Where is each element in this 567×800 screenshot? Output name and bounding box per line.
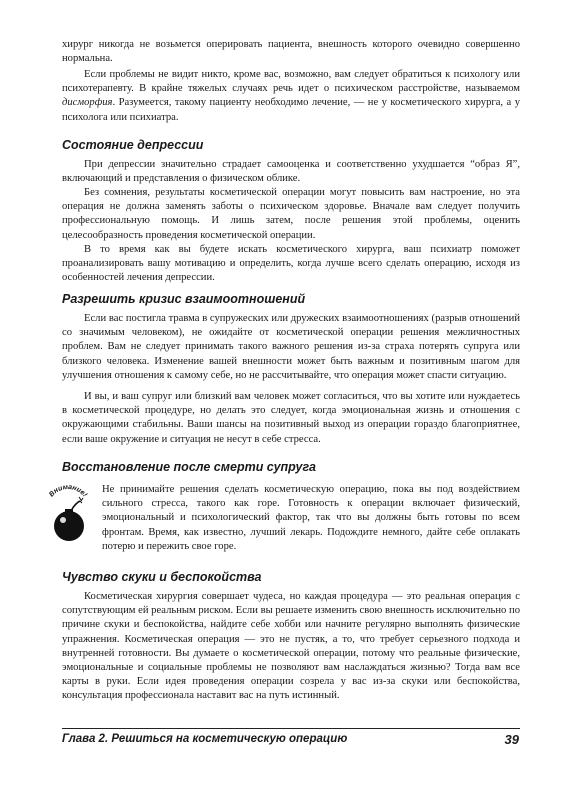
footer-chapter-title: Глава 2. Решиться на косметическую операцию xyxy=(62,733,348,745)
paragraph-9: Косметическая хирургия совершает чудеса, но каждая процедура — это реальная операция с сопутствующим ей реальным риском. Если вы решаете изменить свою внешность исключительно по причине скуки и беспокойства, найдите себе хобби или начните регулярно выполнять физические упражнения. Косметическая операция — это не пустяк, а то, что требует серьезного подхода и внутренней готовности. Вы думаете о косметической операции, потому что реальные физические, эмоциональные и социальные проблемы не позволяют вам наслаждаться жизнью? Тогда вам все карты в руки. Если идея проведения операции созрела у вас из-за скуки или беспокойства, консультация профессионала наставит вас на путь истинный. xyxy=(62,591,520,702)
page-number: 39 xyxy=(504,732,519,747)
paragraph-1: хирург никогда не возьмется оперировать пациента, внешность которого очевидно совершенно нормальна. xyxy=(62,39,520,65)
paragraph-5: В то время как вы будете искать косметического хирурга, ваш психиатр поможет проанализировать вашу мотивацию и определить, когда лучше всего сделать операцию, исходя из особенностей лечения депрессии. xyxy=(62,244,520,284)
paragraph-4: Без сомнения, результаты косметической операции могут повысить вам настроение, но эта операция не должна заменять заботы о психическом здоровье. Вначале вам следует получить профессиональную помощь. И лишь затем, после решения этой проблемы, оценить целесообразность проведения косметической операции. xyxy=(62,187,520,241)
heading-depression: Состояние депрессии xyxy=(62,138,204,152)
heading-spouse-death: Восстановление после смерти супруга xyxy=(62,460,316,474)
svg-text:Внимание! xyxy=(48,484,88,499)
paragraph-7: И вы, и ваш супруг или близкий вам человек может согласиться, что вы хотите или нуждаетесь в косметической процедуре, но делать это следует, когда эмоциональная жизнь и отношения с окружающими стабильны. Ваши шансы на позитивный выход из операции гораздо благоприятнее, если ваше окружение и ситуация не несут в себе стресса. xyxy=(62,391,520,445)
paragraph-3: При депрессии значительно страдает самооценка и соответственно ухудшается “образ Я”, включающий и представления о физическом облике. xyxy=(62,159,520,185)
term-dysmorphia: дисморфия xyxy=(62,97,113,109)
paragraph-2-before: Если проблемы не видит никто, кроме вас, возможно, вам следует обратиться к психологу или психотерапевту. В крайне тяжелых случаях речь идет о психическом расстройстве, называемом xyxy=(62,69,520,95)
warning-bomb-icon xyxy=(42,483,94,545)
warning-label: Внимание! xyxy=(48,483,89,499)
paragraph-2-after: . Разумеется, такому пациенту необходимо лечение, — не у косметического хирурга, а у психолога или психиатра. xyxy=(62,97,520,123)
footer-divider xyxy=(62,728,520,729)
paragraph-6: Если вас постигла травма в супружеских или дружеских взаимоотношениях (разрыв отношений со значимым человеком), не ожидайте от косметической операции решения межличностных проблем. Вам не следует принимать такого важного решения из-за страха потерять супруга или близкого человека. Изменение вашей внешности может быть важным и позитивным шагом для улучшения отношения к самому себе, но не рассчитывайте, что операция может спасти ситуацию. xyxy=(62,313,520,381)
paragraph-2 xyxy=(62,68,520,125)
heading-relationship-crisis: Разрешить кризис взаимоотношений xyxy=(62,292,306,306)
heading-boredom: Чувство скуки и беспокойства xyxy=(62,570,262,584)
paragraph-8: Не принимайте решения сделать косметическую операцию, пока вы под воздействием сильного стресса, такого как горе. Готовность к операции включает физический, эмоциональный и психологический фактор, так что вы должны быть готовы по всем фронтам. Время, как известно, лучший лекарь. Подождите немного, дайте себе оплакать потерю и пережить свое горе. xyxy=(102,484,520,552)
